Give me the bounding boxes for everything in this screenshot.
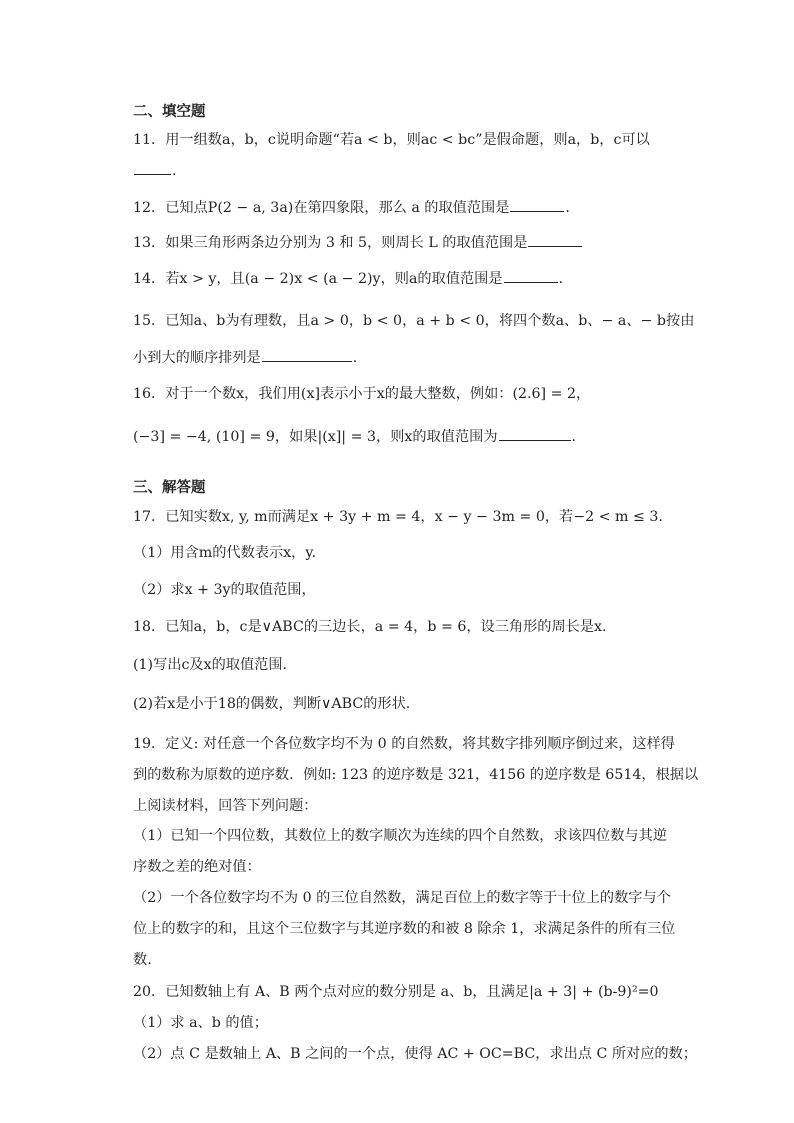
q12-blank[interactable]: [510, 197, 564, 212]
q18-part2: (2)若x是小于18的偶数，判断∨ABC的形状.: [133, 696, 411, 712]
q17-text: 17．已知实数x, y, m而满足x + 3y + m = 4，x − y − 3m = 0，若−2 < m ≤ 3.: [133, 509, 663, 525]
q14-blank[interactable]: [504, 268, 558, 283]
q19-part2: （2）一个各位数字均不为 0 的三位自然数，满足百位上的数字等于十位上的数字与个: [133, 890, 671, 906]
q11-text: 11．用一组数a，b，c说明命题“若a < b，则ac < bc”是假命题，则a，b，c可以: [133, 132, 650, 148]
q19-part2-cont: 位上的数字的和，且这个三位数字与其逆序数的和被 8 除余 1，求满足条件的所有三位: [133, 921, 676, 937]
q19-text-3: 上阅读材料，回答下列问题：: [133, 798, 318, 814]
q17-part1: （1）用含m的代数表示x，y.: [133, 545, 316, 561]
q12-text: 12．已知点P(2 − a, 3a)在第四象限，那么 a 的取值范围是 .: [133, 197, 570, 218]
q15-blank[interactable]: [262, 347, 352, 362]
q11-blank[interactable]: [134, 160, 171, 175]
q19-part1-cont: 序数之差的绝对值：: [133, 859, 261, 875]
q18-text: 18．已知a，b，c是∨ABC的三边长，a = 4，b = 6，设三角形的周长是x.: [133, 619, 607, 635]
q13-text: 13．如果三角形两条边分别为 3 和 5，则周长 L 的取值范围是: [133, 232, 583, 253]
q15-text-cont: 小到大的顺序排列是 .: [133, 347, 357, 368]
q11-answer-line: .: [133, 160, 177, 181]
q20-part1: （1）求 a、b 的值；: [133, 1015, 268, 1031]
section-heading-answer: 三、解答题: [133, 480, 206, 496]
q16-text: 16．对于一个数x，我们用(x]表示小于x的最大整数，例如：(2.6] = 2，: [133, 386, 591, 402]
q20-part2: （2）点 C 是数轴上 A、B 之间的一个点，使得 AC + OC=BC，求出点 C 所对应的数；: [133, 1046, 697, 1062]
q17-part2: （2）求x + 3y的取值范围，: [133, 582, 316, 598]
q19-part1: （1）已知一个四位数，其数位上的数字顺次为连续的四个自然数，求该四位数与其逆: [133, 828, 667, 844]
q19-text: 19．定义: 对任意一个各位数字均不为 0 的自然数，将其数字排列顺序倒过来，这样得: [133, 736, 675, 752]
q19-text-2: 到的数称为原数的逆序数．例如: 123 的逆序数是 321，4156 的逆序数是 6514，根据以: [133, 767, 699, 783]
q16-text-cont: (−3] = −4, (10] = 9，如果|(x]| = 3，则x的取值范围为 .: [133, 426, 576, 447]
q14-text: 14．若x > y，且(a − 2)x < (a − 2)y，则a的取值范围是 .: [133, 268, 563, 289]
q13-blank[interactable]: [528, 232, 582, 247]
q15-text: 15．已知a、b为有理数，且a > 0，b < 0，a + b < 0，将四个数a、b、− a、− b按由: [133, 313, 695, 329]
q16-blank[interactable]: [499, 426, 571, 441]
q20-text: 20．已知数轴上有 A、B 两个点对应的数分别是 a、b，且满足|a + 3| + (b-9)²=0: [133, 984, 659, 1000]
section-heading-fill-blank: 二、填空题: [133, 104, 206, 120]
q19-part2-end: 数.: [133, 952, 152, 968]
q18-part1: (1)写出c及x的取值范围.: [133, 657, 288, 673]
